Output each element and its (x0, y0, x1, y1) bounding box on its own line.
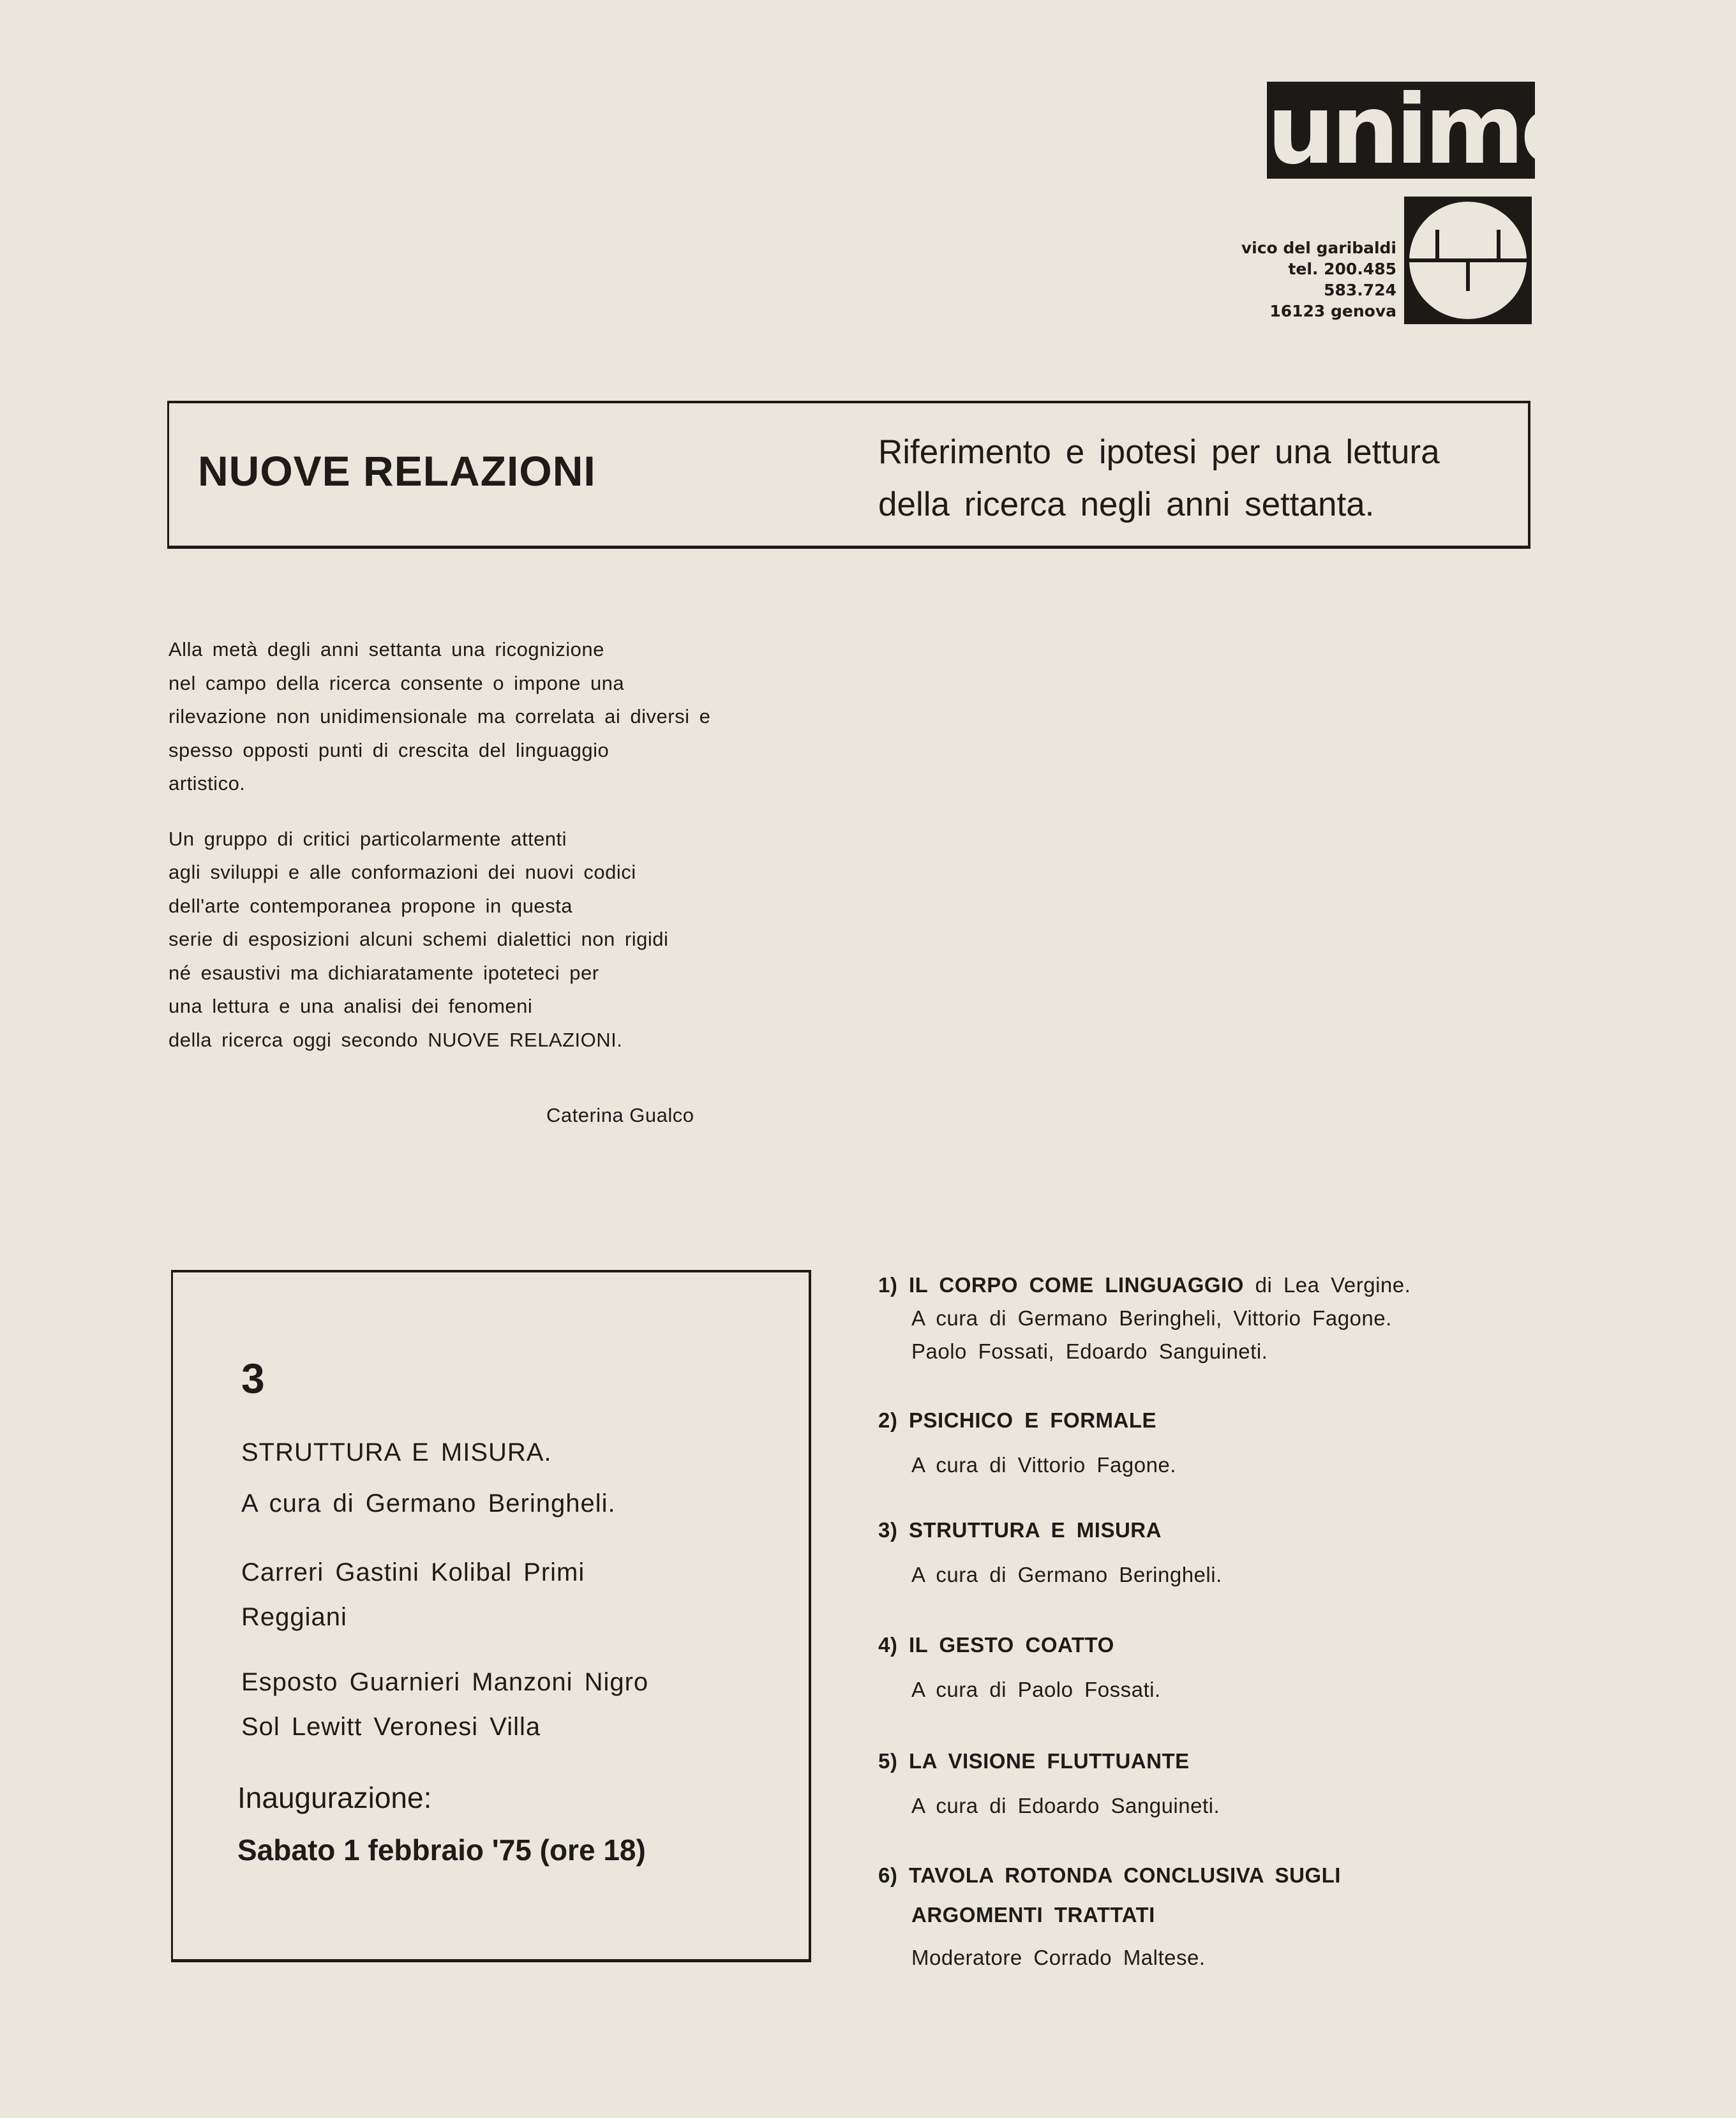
program-title-suffix: di Lea Vergine. (1243, 1273, 1411, 1297)
exhibit-artists-line: Reggiani (241, 1603, 347, 1631)
program-item (878, 1269, 1529, 1368)
program-title: IL GESTO COATTO (909, 1633, 1114, 1657)
program-title: PSICHICO E FORMALE (909, 1408, 1157, 1432)
subtitle-line: della ricerca negli anni settanta. (878, 486, 1375, 523)
intro-line: agli sviluppi e alle conformazioni dei nuovi codici (168, 861, 636, 883)
program-number: 6) (878, 1863, 898, 1887)
exhibit-artists-line: Carreri Gastini Kolibal Primi (241, 1558, 585, 1586)
program-item (878, 1745, 1529, 1823)
exhibit-curator: A cura di Germano Beringheli. (241, 1489, 616, 1518)
address-city: 16123 genova (1269, 302, 1396, 320)
program-number: 1) (878, 1273, 898, 1297)
unimedia-logo: unimedia (1267, 75, 1736, 186)
address-phone-2: 583.724 (1324, 281, 1396, 299)
inauguration-date: Sabato 1 febbraio '75 (ore 18) (237, 1833, 646, 1867)
program-number: 3) (878, 1518, 898, 1542)
intro-paragraph (168, 823, 807, 1057)
exhibit-title: STRUTTURA E MISURA. (241, 1438, 552, 1466)
intro-line: una lettura e una analisi dei fenomeni (168, 995, 533, 1017)
program-detail: Moderatore Corrado Maltese. (911, 1946, 1206, 1969)
program-number: 5) (878, 1749, 898, 1773)
unimedia-emblem-icon (1404, 197, 1532, 324)
program-number: 2) (878, 1408, 898, 1432)
program-detail: A cura di Paolo Fossati. (911, 1678, 1161, 1701)
intro-paragraph (168, 633, 807, 801)
signature: Caterina Gualco (546, 1104, 694, 1126)
exhibit-artists-line: Esposto Guarnieri Manzoni Nigro (241, 1668, 649, 1696)
program-title-line2: ARGOMENTI TRATTATI (911, 1903, 1155, 1927)
intro-line: né esaustivi ma dichiaratamente ipoteteci per (168, 961, 599, 984)
intro-text (168, 633, 807, 1078)
program-detail: Paolo Fossati, Edoardo Sanguineti. (911, 1339, 1268, 1363)
program-title: STRUTTURA E MISURA (909, 1518, 1162, 1542)
program-item (878, 1404, 1529, 1482)
intro-line: dell'arte contemporanea propone in questa (168, 894, 572, 917)
program-item (878, 1629, 1529, 1706)
page-subtitle (878, 426, 1510, 531)
program-item (878, 1514, 1529, 1592)
address-street: vico del garibaldi (1241, 239, 1396, 257)
program-title: TAVOLA ROTONDA CONCLUSIVA SUGLI (909, 1863, 1341, 1887)
subtitle-line: Riferimento e ipotesi per una lettura (878, 433, 1440, 471)
address-phone: tel. 200.485 (1288, 260, 1396, 278)
intro-line: rilevazione non unidimensionale ma correlata ai diversi e (168, 705, 711, 727)
intro-line: serie di esposizioni alcuni schemi dialettici non rigidi (168, 928, 669, 950)
program-detail: A cura di Edoardo Sanguineti. (911, 1794, 1220, 1817)
intro-line: nel campo della ricerca consente o impone una (168, 671, 625, 694)
intro-line: Un gruppo di critici particolarmente attenti (168, 827, 567, 850)
program-detail: A cura di Vittorio Fagone. (911, 1453, 1176, 1477)
inauguration-label: Inaugurazione: (237, 1781, 432, 1814)
exhibit-number: 3 (241, 1355, 265, 1402)
program-detail: A cura di Germano Beringheli, Vittorio Fagone. (911, 1306, 1392, 1330)
intro-line: della ricerca oggi secondo NUOVE RELAZIONI. (168, 1028, 623, 1051)
intro-line: artistico. (168, 772, 246, 794)
program-number: 4) (878, 1633, 898, 1657)
exhibit-artists-line: Sol Lewitt Veronesi Villa (241, 1713, 541, 1741)
program-title: LA VISIONE FLUTTUANTE (909, 1749, 1190, 1773)
page-title: NUOVE RELAZIONI (198, 447, 596, 495)
intro-line: spesso opposti punti di crescita del linguaggio (168, 738, 610, 761)
address-block (1213, 237, 1396, 322)
program-item (878, 1856, 1529, 1974)
program-title: IL CORPO COME LINGUAGGIO (909, 1273, 1244, 1297)
program-detail: A cura di Germano Beringheli. (911, 1563, 1222, 1586)
intro-line: Alla metà degli anni settanta una ricognizione (168, 638, 604, 660)
